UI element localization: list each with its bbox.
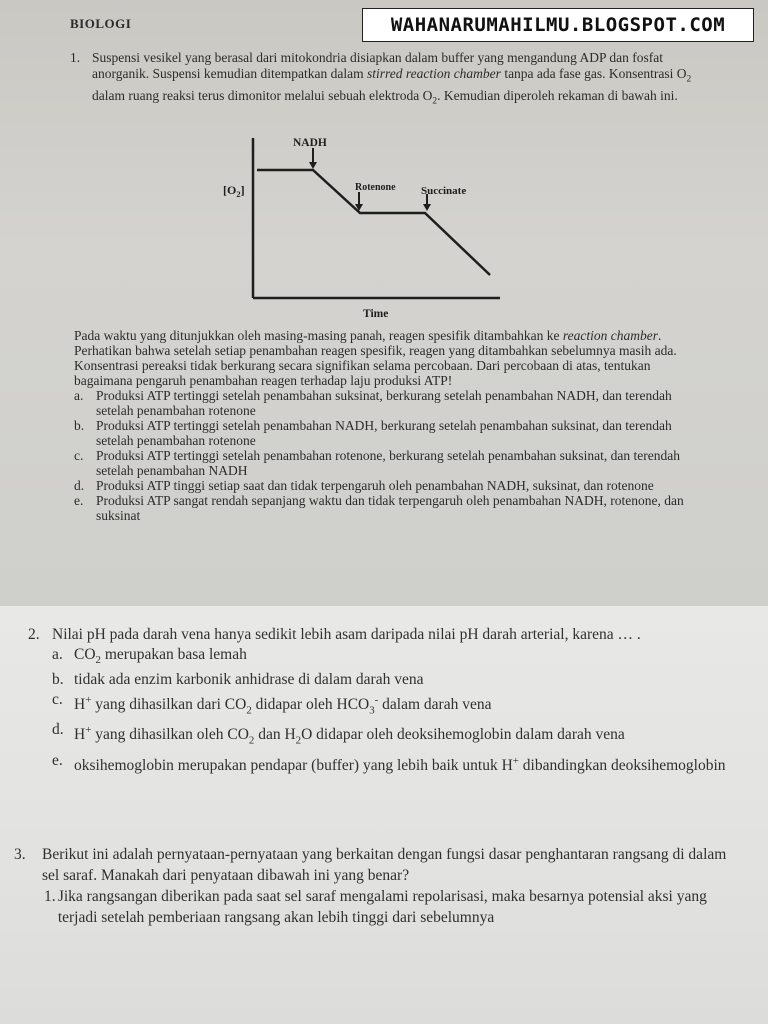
statement-text: Jika rangsangan diberikan pada saat sel saraf mengalami repolarisasi, maka besarnya potensial aksi yang terjadi setelah pemberiaan rangsang akan lebih tinggi dari sebelumnya	[57, 888, 707, 926]
option-text: Produksi ATP tertinggi setelah penambahan rotenone, berkurang setelah penambahan suksinat, dan terendah setelah penambahan NADH	[96, 448, 680, 478]
option-text: Produksi ATP tertinggi setelah penambahan suksinat, berkurang setelah penambahan NADH, dan terendah setelah penambahan rotenone	[96, 388, 672, 418]
intro-text: dalam ruang reaksi terus dimonitor melalui sebuah elektroda O	[92, 87, 433, 103]
option-a[interactable]	[74, 388, 702, 418]
option-label: b.	[52, 671, 64, 689]
option-label: d.	[52, 721, 64, 739]
question-3-stem	[14, 844, 742, 886]
option-c[interactable]	[52, 690, 740, 720]
succinate-label: Succinate	[421, 185, 467, 197]
subscript: 2	[295, 734, 302, 747]
text-run: dibandingkan deoksihemoglobin	[518, 756, 726, 774]
superscript: -	[374, 694, 379, 707]
intro-text: . Kemudian diperoleh rekaman di bawah ini.	[437, 87, 678, 103]
option-b[interactable]	[74, 418, 702, 448]
stem-text: Berikut ini adalah pernyataan-pernyataan yang berkaitan dengan fungsi dasar penghantaran rangsang di dalam sel saraf. Manakah dari penyataan dibawah ini yang benar?	[42, 846, 727, 884]
question-number: 3.	[14, 846, 26, 863]
superscript: +	[512, 754, 519, 767]
question-1	[70, 50, 700, 110]
option-text: Produksi ATP tertinggi setelah penambahan NADH, berkurang setelah penambahan suksinat, dan terendah setelah penambahan rotenone	[96, 418, 672, 448]
option-c[interactable]	[74, 448, 702, 478]
text-run: yang dihasilkan dari CO	[91, 696, 247, 714]
option-text	[74, 645, 247, 670]
option-label: e.	[74, 493, 84, 508]
option-text: tidak ada enzim karbonik anhidrase di dalam darah vena	[74, 671, 424, 689]
text-run: dan H	[254, 726, 296, 744]
option-a[interactable]	[52, 645, 740, 670]
option-text	[74, 690, 491, 720]
text-run: O didapar oleh deoksihemoglobin dalam darah vena	[301, 726, 625, 744]
blog-watermark: WAHANARUMAHILMU.BLOGSPOT.COM	[362, 8, 754, 42]
subscript: 3	[369, 704, 375, 717]
option-text	[74, 720, 625, 750]
question-2-stem	[28, 625, 740, 645]
intro-text: Suspensi vesikel yang berasal dari mitokondria disiapkan dalam buffer yang mengandung ADP dan fosfat anorganik. Suspensi kemudian ditempatkan dalam	[92, 50, 663, 81]
succinate-arrowhead	[423, 204, 431, 211]
option-text: Produksi ATP tinggi setiap saat dan tidak terpengaruh oleh penambahan NADH, suksinat, dan rotenone	[96, 478, 654, 493]
text-run: merupakan basa lemah	[100, 646, 247, 663]
question-1-intro	[92, 50, 700, 110]
option-label: a.	[74, 388, 84, 403]
text-run: didapar oleh HCO	[251, 696, 370, 714]
text-run: dalam darah vena	[378, 696, 492, 714]
nadh-label: NADH	[293, 137, 327, 149]
option-e[interactable]	[52, 751, 740, 776]
text-run: oksihemoglobin merupakan pendapar (buffer) yang lebih baik untuk H	[74, 756, 513, 774]
question-number: 2.	[28, 626, 40, 643]
text-run: CO	[74, 646, 96, 663]
superscript: +	[85, 724, 92, 737]
subscript: 2	[686, 74, 692, 85]
option-d[interactable]	[74, 478, 702, 493]
statement-1[interactable]	[44, 886, 742, 928]
y-label-sub: 2	[236, 189, 241, 199]
superscript: +	[85, 694, 92, 707]
nadh-arrowhead	[309, 162, 317, 169]
subscript: 2	[432, 96, 438, 107]
rotenone-label: Rotenone	[355, 182, 396, 193]
option-d[interactable]	[52, 720, 740, 750]
oxygen-graph	[205, 128, 505, 323]
question-number: 1.	[70, 50, 81, 65]
subject-heading: BIOLOGI	[70, 16, 132, 31]
text-run: H	[74, 696, 86, 714]
option-b[interactable]	[52, 670, 740, 690]
text-run: H	[74, 726, 86, 744]
y-axis-label	[223, 183, 245, 199]
option-label: b.	[74, 418, 85, 433]
option-e[interactable]	[74, 493, 702, 523]
text-run: yang dihasilkan oleh CO	[91, 726, 249, 744]
subscript: 2	[95, 654, 101, 667]
question-2	[28, 625, 740, 776]
para-text: Pada waktu yang ditunjukkan oleh masing-masing panah, reagen spesifik ditambahkan ke	[74, 328, 563, 343]
intro-text: tanpa ada fase gas. Konsentrasi O	[500, 65, 687, 81]
question-1-paragraph	[74, 328, 702, 388]
subscript: 2	[248, 734, 255, 747]
intro-italic: stirred reaction chamber	[366, 65, 501, 81]
option-label: c.	[74, 448, 84, 463]
stem-text: Nilai pH pada darah vena hanya sedikit lebih asam daripada nilai pH darah arterial, karena … .	[52, 626, 641, 643]
y-label-end: ]	[240, 183, 245, 197]
para-italic: reaction chamber	[562, 328, 658, 343]
x-axis-label: Time	[363, 308, 389, 320]
para-text: . Perhatikan bahwa setelah setiap penambahan reagen spesifik, reagen yang ditambahkan sebelumnya masih ada. Konsentrasi pereaksi tidak berkurang secara signifikan selama percobaan. Dari percobaan di atas, tentukan bagaimana pengaruh penambahan reagen terhadap laju produksi ATP!	[74, 328, 677, 388]
option-label: a.	[52, 646, 63, 663]
question-3	[14, 844, 742, 928]
statement-label: 1.	[44, 888, 56, 905]
subscript: 2	[246, 704, 252, 717]
option-label: c.	[52, 691, 63, 709]
option-label: e.	[52, 751, 63, 769]
y-label-text: [O	[223, 183, 237, 197]
option-text: Produksi ATP sangat rendah sepanjang waktu dan tidak terpengaruh oleh penambahan NADH, rotenone, dan suksinat	[96, 493, 684, 523]
question-1-body	[74, 328, 702, 523]
option-text	[74, 751, 726, 776]
option-label: d.	[74, 478, 85, 493]
